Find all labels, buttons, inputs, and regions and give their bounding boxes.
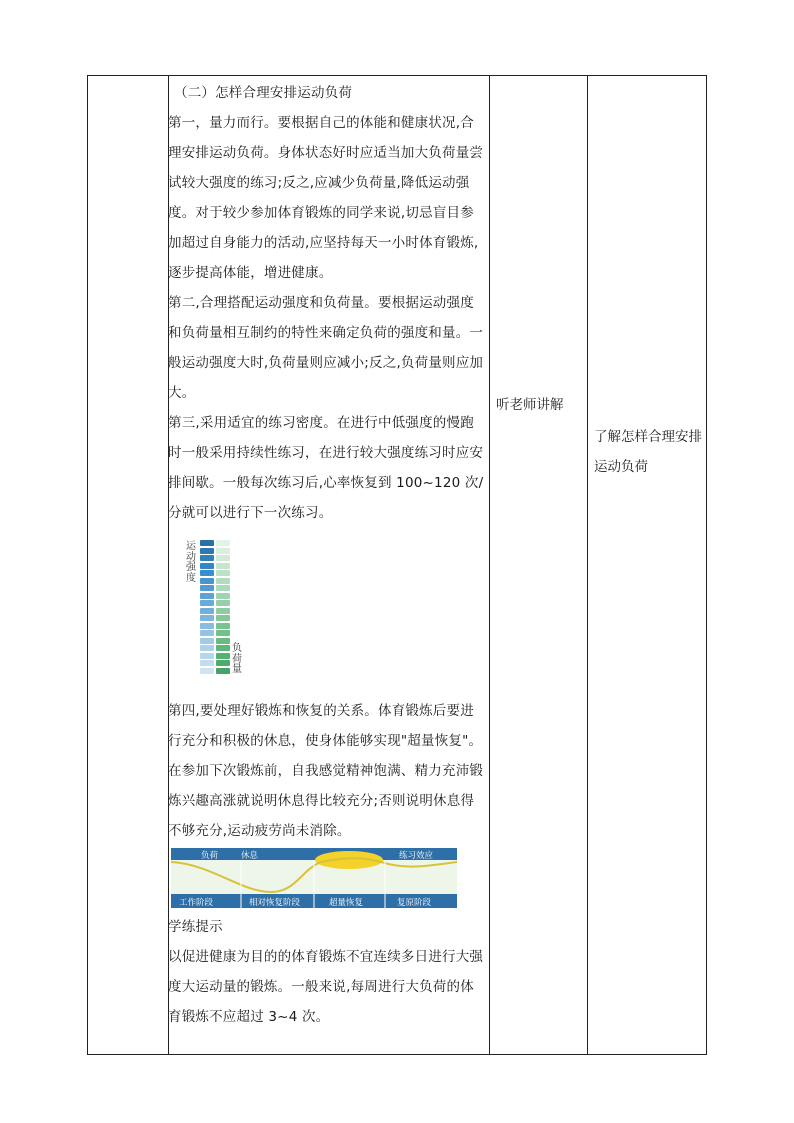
tip-title: 学练提示 [168,919,223,935]
load-bar [216,645,230,651]
intensity-bar [200,668,214,674]
intensity-load-figure [168,532,288,692]
intensity-bar [200,585,214,591]
load-bar [216,563,230,569]
intensity-bar [200,570,214,576]
label-relative-recovery: 相对恢复阶段 [249,898,301,908]
load-bar [216,630,230,636]
intensity-axis-label: 运动强度 [186,541,196,584]
load-bar [216,593,230,599]
load-bar [216,600,230,606]
label-work-stage: 工作阶段 [179,898,214,908]
label-load: 负荷 [201,851,219,861]
intensity-bar [200,593,214,599]
load-bar [216,578,230,584]
load-bar [216,540,230,546]
teaching-content-cell [168,78,486,1032]
load-bar [216,668,230,674]
section-title: （二）怎样合理安排运动负荷 [174,85,353,101]
load-bar [216,638,230,644]
intensity-bar [200,630,214,636]
paragraph-3: 第三,采用适宜的练习密度。在进行中低强度的慢跑时一般采用持续性练习，在进行较大强度练习时应安排间歇。一般每次练习后,心率恢复到 100~120 次/分就可以进行下一次练习。 [168,415,484,521]
intensity-bar [200,638,214,644]
load-bar [216,623,230,629]
label-training-effect: 练习效应 [399,851,434,861]
column-divider [587,76,588,1054]
load-bar [216,653,230,659]
intensity-bar [200,563,214,569]
intensity-bar [200,578,214,584]
intensity-bar [200,548,214,554]
tip-text: 以促进健康为目的的体育锻炼不宜连续多日进行大强度大运动量的锻炼。一般来说,每周进行大负荷的体育锻炼不应超过 3~4 次。 [168,949,484,1025]
label-supercompensation: 超量恢复 [329,898,364,908]
intensity-bar [200,660,214,666]
load-bar [216,585,230,591]
load-bar [216,660,230,666]
intensity-bar [200,608,214,614]
load-bar [216,555,230,561]
student-activity-cell: 听老师讲解 [496,397,564,413]
load-bar [216,570,230,576]
intensity-bar [200,600,214,606]
load-bar [216,615,230,621]
paragraph-4: 第四,要处理好锻炼和恢复的关系。体育锻炼后要进行充分和积极的休息，使身体能够实现"超量恢复"。在参加下次锻炼前，自我感觉精神饱满、精力充沛锻炼兴趣高涨就说明休息得比较充分;否则说明休息得不够充分,运动疲劳尚未消除。 [168,703,484,839]
intensity-bar [200,615,214,621]
recovery-figure [171,848,457,908]
load-bar [216,608,230,614]
intensity-bar [200,653,214,659]
paragraph-1: 第一，量力而行。要根据自己的体能和健康状况,合理安排运动负荷。身体状态好时应适当加大负荷量尝试较大强度的练习;反之,应减少负荷量,降低运动强度。对于较少参加体育锻炼的同学来说,切忌盲目参加超过自身能力的活动,应坚持每天一小时体育锻炼,逐步提高体能，增进健康。 [168,115,484,281]
column-divider [489,76,490,1054]
label-rest: 休息 [241,851,259,861]
intensity-bar [200,623,214,629]
design-intent-cell: 了解怎样合理安排运动负荷 [594,429,702,475]
load-bar [216,548,230,554]
paragraph-2: 第二,合理搭配运动强度和负荷量。要根据运动强度和负荷量相互制约的特性来确定负荷的强度和量。一般运动强度大时,负荷量则应减小;反之,负荷量则应加大。 [168,295,484,401]
intensity-bar [200,540,214,546]
label-restoration: 复原阶段 [397,898,432,908]
intensity-bar [200,555,214,561]
load-axis-label: 负荷量 [232,643,242,675]
recovery-diagram [171,848,457,908]
intensity-bar [200,645,214,651]
